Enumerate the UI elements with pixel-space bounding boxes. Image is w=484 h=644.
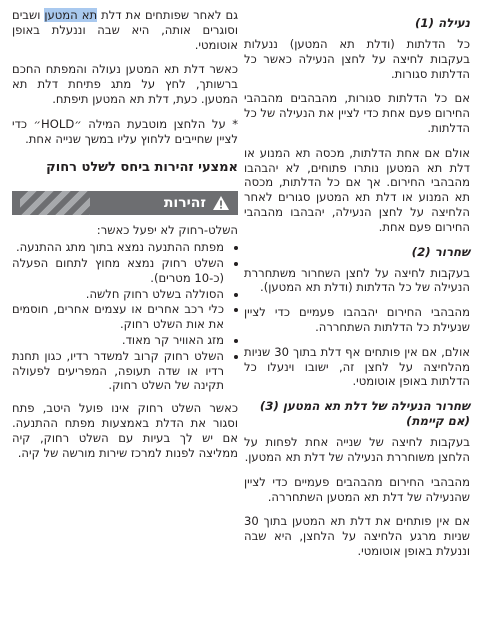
warning-intro: השלט-רחוק לא יפעל כאשר:	[96, 223, 238, 238]
unlock-heading: שחרור (2)	[411, 244, 470, 259]
unlock-paragraph-3: אולם, אם אין פותחים אף דלת בתוך 30 שניות מהלחיצה על לחצן זה, ישובו וינעלו כל הדלתות באופן אוטומטי.	[244, 344, 470, 389]
lock-paragraph-3: אולם אם אחת הדלתות, מכסה תא המנוע או דלת תא המטען נותרו פתוחים, לא יהבהבו מהבהבי החירום. אך אם כל הדלתות, מכסה תא המנוע או דלת תא המטען סגורים לאחר הלחיצה על לחצן הנעילה, יהבהבו מהבהבי החירום פעם אחת.	[244, 145, 470, 234]
warning-triangle-icon	[212, 195, 230, 211]
lock-paragraph-1: כל הדלתות (ודלת תא המטען) ננעלות בעקבות לחיצה על לחצן הנעילה כאשר כל הדלתות סגורות.	[244, 37, 470, 81]
trunk-unlock-paragraph-2: מהבהבי החירום מהבהבים פעמיים כדי לציין שהנעילה של דלת תא המטען השתחררה.	[244, 474, 470, 504]
trunk-unlock-paragraph-3: אם אין פותחים את דלת תא המטען בתוך 30 שניות מרגע הלחיצה על הלחצן, היא שבה וננעלת באופן אוטומטי.	[244, 514, 470, 558]
unlock-paragraph-2: מהבהבי החירום יהבהבו פעמיים כדי לציין שנעילת כל הדלתות השתחררה.	[244, 305, 470, 334]
lock-paragraph-2: אם כל הדלתות סגורות, מהבהבים מהבהבי החירום פעם אחת כדי לציין את הנעילה של כל הדלתות.	[244, 91, 470, 135]
warning-item: • הסוללה בשלט רחוק חלשה.	[12, 287, 224, 302]
trunk-relock-text-end: ושבים וסוגרים אותה, היא שבה וננעלת באופן אוטומטי.	[12, 8, 238, 52]
warning-item: • מזג האוויר קר מאוד.	[12, 333, 224, 348]
trunk-unlock-heading: שחרור הנעילה של דלת תא המטען (3) (אם קיימת)	[259, 399, 470, 429]
warning-item: • השלט רחוק קרוב למשדר רדיו, כגון תחנת רדיו או שדה תעופה, המפריעים לפעולה תקינה של השלט רחוק.	[12, 349, 224, 393]
trunk-unlock-paragraph-1: בעקבות לחיצה של שנייה אחת לפחות על הלחצן משוחררת הנעילה של דלת תא המטען.	[244, 435, 470, 464]
warning-list	[12, 240, 238, 393]
highlighted-text[interactable]: תא המטען	[44, 8, 98, 22]
smart-key-paragraph: כאשר דלת תא המטען נעולה והמפתח החכם ברשותך, לחץ על מתג פתיחת דלת תא המטען. כעת, דלת תא המטען תיפתח.	[12, 62, 238, 106]
trunk-relock-text-start: גם לאחר שפותחים את דלת	[97, 8, 238, 22]
trunk-relock-paragraph	[12, 8, 238, 52]
warning-item: • כלי רכב אחרים או עצמים אחרים, חוסמים את אות השלט רחוק.	[12, 302, 224, 332]
warning-banner	[12, 191, 238, 215]
right-column	[244, 0, 470, 644]
warning-stripes	[20, 191, 90, 215]
remote-troubleshoot-paragraph: כאשר השלט רחוק אינו פועל היטב, פתח וסגור את הדלת באמצעות מפתח ההתנעה. אם יש לך בעיות עם השלט רחוק, קיה ממליצה לפנות למרכז שירות מורשה של קיה.	[12, 401, 238, 460]
left-column	[12, 0, 238, 644]
warning-item: • השלט רחוק נמצא מחוץ לתחום הפעלה (כ-10 מטרים).	[12, 256, 224, 286]
unlock-paragraph-1: בעקבות לחיצה על לחצן השחרור משתחררת הנעילה של כל הדלתות (ודלת תא המטען).	[244, 265, 470, 295]
hold-note: * על הלחצן מוטבעת המילה ״HOLD״ כדי לציין שחייבים ללחוץ עליו במשך שנייה אחת.	[12, 116, 238, 146]
lock-heading: נעילה (1)	[414, 16, 470, 30]
warning-item: • מפתח ההתנעה נמצא בתוך מתג ההתנעה.	[12, 240, 224, 255]
precautions-heading: אמצעי זהירות ביחס לשלט רחוק	[46, 160, 238, 176]
warning-label: זהירות	[163, 195, 206, 212]
